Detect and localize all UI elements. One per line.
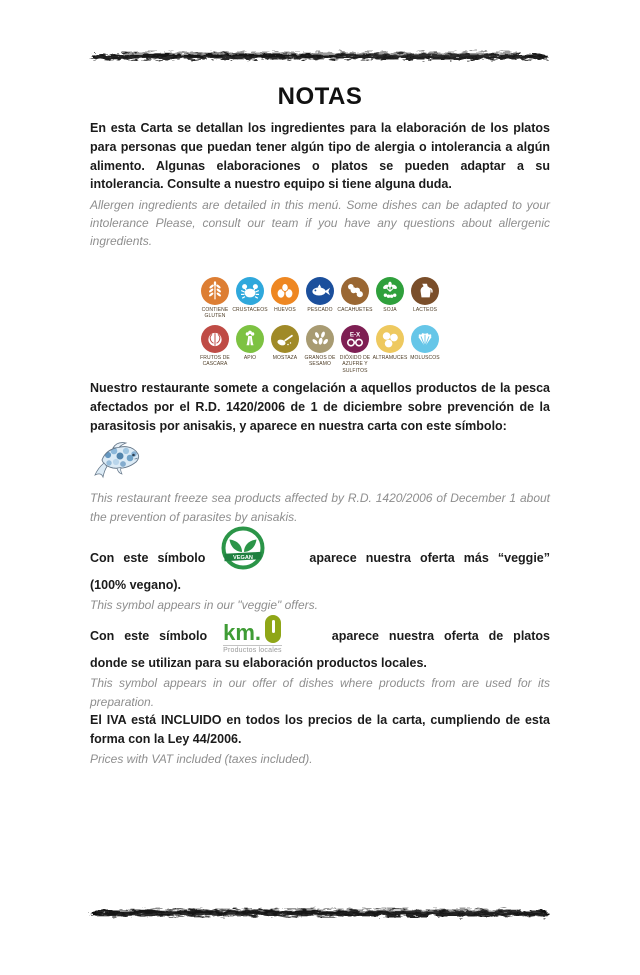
allergen-soja-icon xyxy=(376,277,404,305)
allergen-label: HUEVOS xyxy=(274,306,296,313)
allergen-label: LACTEOS xyxy=(412,306,438,313)
allergen-apio-icon xyxy=(236,325,264,353)
km0-line xyxy=(90,615,550,673)
km0-text-after: aparece nuestra oferta de platos donde se utilizan para su elaboración productos locales. xyxy=(90,628,550,670)
km0-logo-zero-icon xyxy=(265,615,281,643)
veggie-line xyxy=(90,526,550,595)
allergen-crustaceos-icon xyxy=(236,277,264,305)
vat-paragraph-en: Prices with VAT included (taxes included). xyxy=(90,752,313,767)
allergen-gluten xyxy=(201,277,230,320)
allergen-row-2 xyxy=(198,325,442,375)
allergen-mostaza xyxy=(271,325,300,375)
allergen-soja xyxy=(376,277,405,320)
allergen-sulfitos-icon xyxy=(341,325,369,353)
allergen-lacteos-icon xyxy=(411,277,439,305)
allergen-label: ALTRAMUCES xyxy=(372,354,408,361)
allergen-frutos-cascara-icon xyxy=(201,325,229,353)
allergen-sesamo-icon xyxy=(306,325,334,353)
allergen-huevos xyxy=(271,277,300,320)
allergen-row-1 xyxy=(198,277,442,320)
km0-logo xyxy=(223,615,282,654)
allergen-crustaceos xyxy=(232,277,268,320)
allergen-lacteos xyxy=(411,277,440,320)
page-title: NOTAS xyxy=(277,83,363,110)
allergen-pescado-icon xyxy=(306,277,334,305)
sulfitos-glyph-text: E-X xyxy=(349,331,361,339)
allergen-label: APIO xyxy=(243,354,257,361)
allergen-label: CACAHUETES xyxy=(337,306,373,313)
allergen-cacahuetes-icon xyxy=(341,277,369,305)
intro-paragraph-en: Allergen ingredients are detailed in this menú. Some dishes can be adapted to your intolerance Please, consult our team if you have any questions about allergenic ingredients. xyxy=(90,198,550,249)
veggie-paragraph-en: This symbol appears in our "veggie" offers. xyxy=(90,598,318,613)
allergen-gluten-icon xyxy=(201,277,229,305)
allergen-mostaza-icon xyxy=(271,325,299,353)
anisakis-paragraph-es: Nuestro restaurante somete a congelación a aquellos productos de la pesca afectados por el R.D. 1420/2006 de 1 de diciembre sobre prevención de la parasitosis por anisakis, y aparece en nuestra carta con este símbolo: xyxy=(90,381,550,433)
allergen-huevos-icon xyxy=(271,277,299,305)
allergen-frutos-cascara xyxy=(201,325,230,375)
allergen-moluscos-icon xyxy=(411,325,439,353)
allergen-grid xyxy=(198,277,442,375)
vat-paragraph-es: El IVA está INCLUIDO en todos los precios de la carta, cumpliendo de esta forma con la Ley 44/2006. xyxy=(90,712,550,746)
allergen-sesamo xyxy=(306,325,335,375)
allergen-label: CRUSTACEOS xyxy=(232,306,268,313)
allergen-label: PESCADO xyxy=(307,306,333,313)
allergen-sulfitos xyxy=(341,325,370,375)
allergen-altramuces-icon xyxy=(376,325,404,353)
anisakis-fish-icon xyxy=(92,437,550,489)
allergen-moluscos xyxy=(411,325,440,375)
allergen-label: MOLUSCOS xyxy=(410,354,440,361)
allergen-altramuces xyxy=(372,325,408,375)
allergen-apio xyxy=(236,325,265,375)
allergen-label: SOJA xyxy=(383,306,397,313)
allergen-label: GRANOS DE SESAMO xyxy=(304,354,336,368)
anisakis-paragraph-en: This restaurant freeze sea products affected by R.D. 1420/2006 of December 1 about the prevention of parasites by anisakis. xyxy=(90,491,550,524)
allergen-label: MOSTAZA xyxy=(272,354,298,361)
grunge-divider-top xyxy=(88,44,552,68)
veggie-text-after: aparece nuestra oferta más “veggie” (100% vegano). xyxy=(90,550,550,592)
veggie-text-before: Con este símbolo xyxy=(90,550,206,565)
grunge-divider-bottom xyxy=(88,901,552,925)
vegan-icon xyxy=(221,526,265,576)
km0-logo-top xyxy=(223,615,282,643)
km0-text-before: Con este símbolo xyxy=(90,628,208,643)
allergen-pescado xyxy=(306,277,335,320)
vegan-badge-text: VEGAN xyxy=(233,554,254,561)
allergen-label: DIÓXIDO DE AZUFRE Y SULFITOS xyxy=(339,354,371,374)
intro-paragraph-es: En esta Carta se detallan los ingredientes para la elaboración de los platos para personas que puedan tener algún tipo de alergia o intolerancia a algún alimento. Algunas elaboraciones o platos se pueden adaptar a su intolerancia. Consulte a nuestro equipo si tiene alguna duda. xyxy=(90,121,550,192)
allergen-label: FRUTOS DE CASCARA xyxy=(200,354,230,368)
allergen-label: CONTIENE GLUTEN xyxy=(201,306,229,320)
km0-logo-km: km. xyxy=(223,619,262,645)
km0-logo-subtitle: Productos locales xyxy=(223,646,282,654)
km0-zero-slit xyxy=(272,620,275,633)
allergen-cacahuetes xyxy=(337,277,373,320)
km0-paragraph-en: This symbol appears in our offer of dishes where products from are used for its preparation. xyxy=(90,676,550,709)
